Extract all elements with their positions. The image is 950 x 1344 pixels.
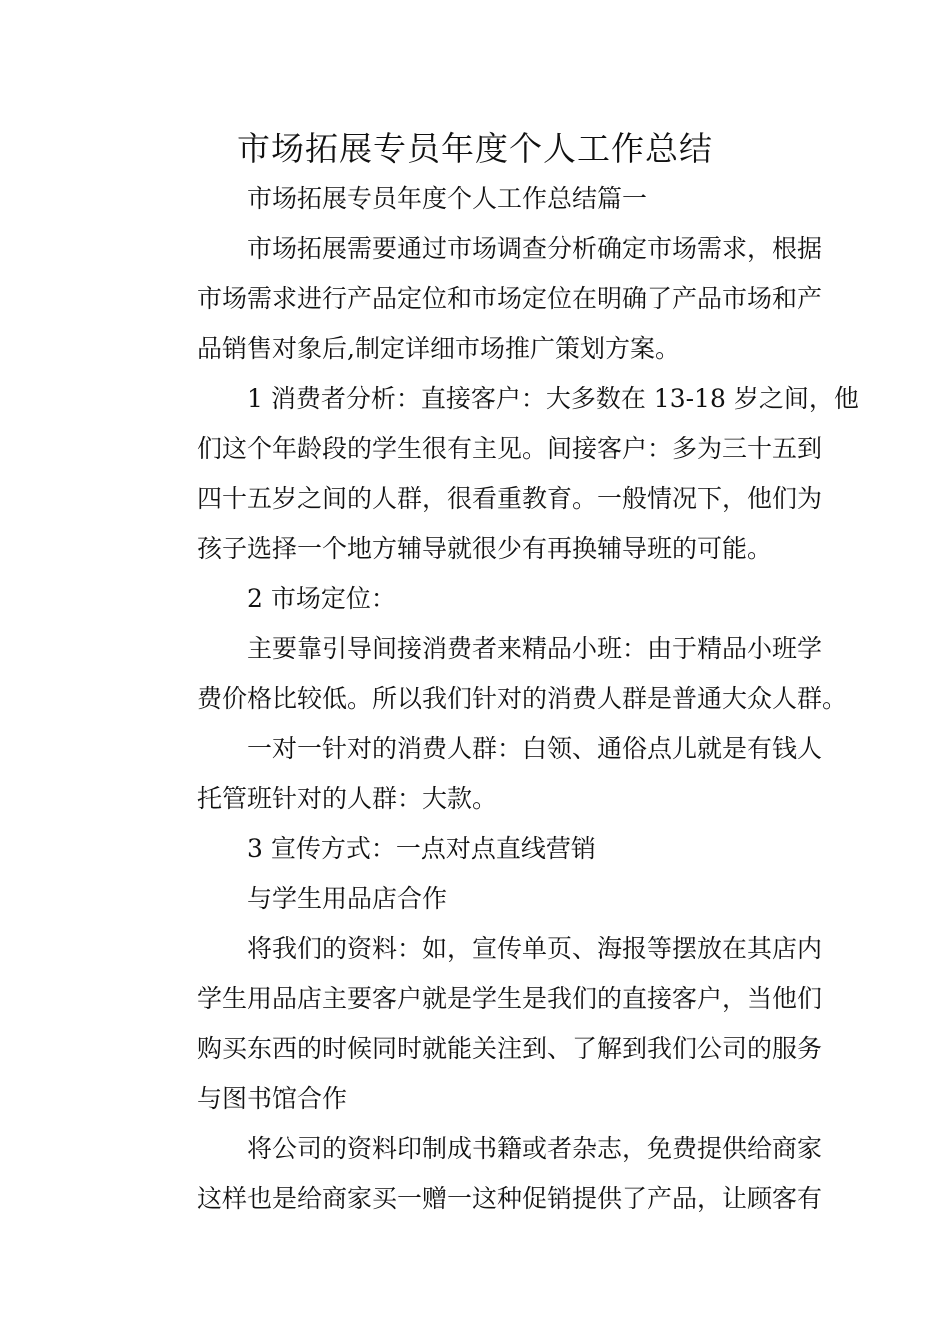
text-line: 购买东西的时候同时就能关注到、了解到我们公司的服务 [197,1034,823,1063]
text-line: 2 市场定位： [247,584,396,613]
text-line: 这样也是给商家买一赠一这种促销提供了产品，让顾客有 [197,1184,823,1213]
paragraph [147,724,823,824]
text-line: 市场拓展需要通过市场调查分析确定市场需求，根据 [247,234,823,263]
paragraph [147,224,823,374]
document-title: 市场拓展专员年度个人工作总结 [237,129,713,168]
text-line: 将我们的资料：如，宣传单页、海报等摆放在其店内 [247,934,823,963]
text-line: 3 宣传方式：一点对点直线营销 [247,834,596,863]
paragraph [147,624,848,724]
text-line: 将公司的资料印制成书籍或者杂志，免费提供给商家 [247,1134,823,1163]
text-line: 们这个年龄段的学生很有主见。间接客户：多为三十五到 [197,434,823,463]
text-line: 主要靠引导间接消费者来精品小班：由于精品小班学 [247,634,823,663]
paragraph [147,924,823,1124]
text-line: 一对一针对的消费人群：白领、通俗点儿就是有钱人 [247,734,823,763]
paragraph [147,374,859,574]
document-body [147,174,859,1224]
paragraph [147,824,807,874]
paragraph [147,874,807,924]
text-line: 市场拓展专员年度个人工作总结篇一 [247,184,648,213]
text-line: 四十五岁之间的人群，很看重教育。一般情况下，他们为 [197,484,823,513]
text-line: 与图书馆合作 [197,1084,348,1113]
text-line: 费价格比较低。所以我们针对的消费人群是普通大众人群。 [197,684,848,713]
paragraph [147,174,807,224]
text-line: 与学生用品店合作 [247,884,448,913]
text-line: 1 消费者分析：直接客户：大多数在 13-18 岁之间，他 [247,384,859,413]
text-line: 市场需求进行产品定位和市场定位在明确了产品市场和产 [197,284,823,313]
paragraph [147,574,807,624]
paragraph [147,1124,823,1224]
text-line: 孩子选择一个地方辅导就很少有再换辅导班的可能。 [197,534,773,563]
text-line: 品销售对象后,制定详细市场推广策划方案。 [197,334,680,363]
text-line: 托管班针对的人群：大款。 [197,784,498,813]
text-line: 学生用品店主要客户就是学生是我们的直接客户，当他们 [197,984,823,1013]
